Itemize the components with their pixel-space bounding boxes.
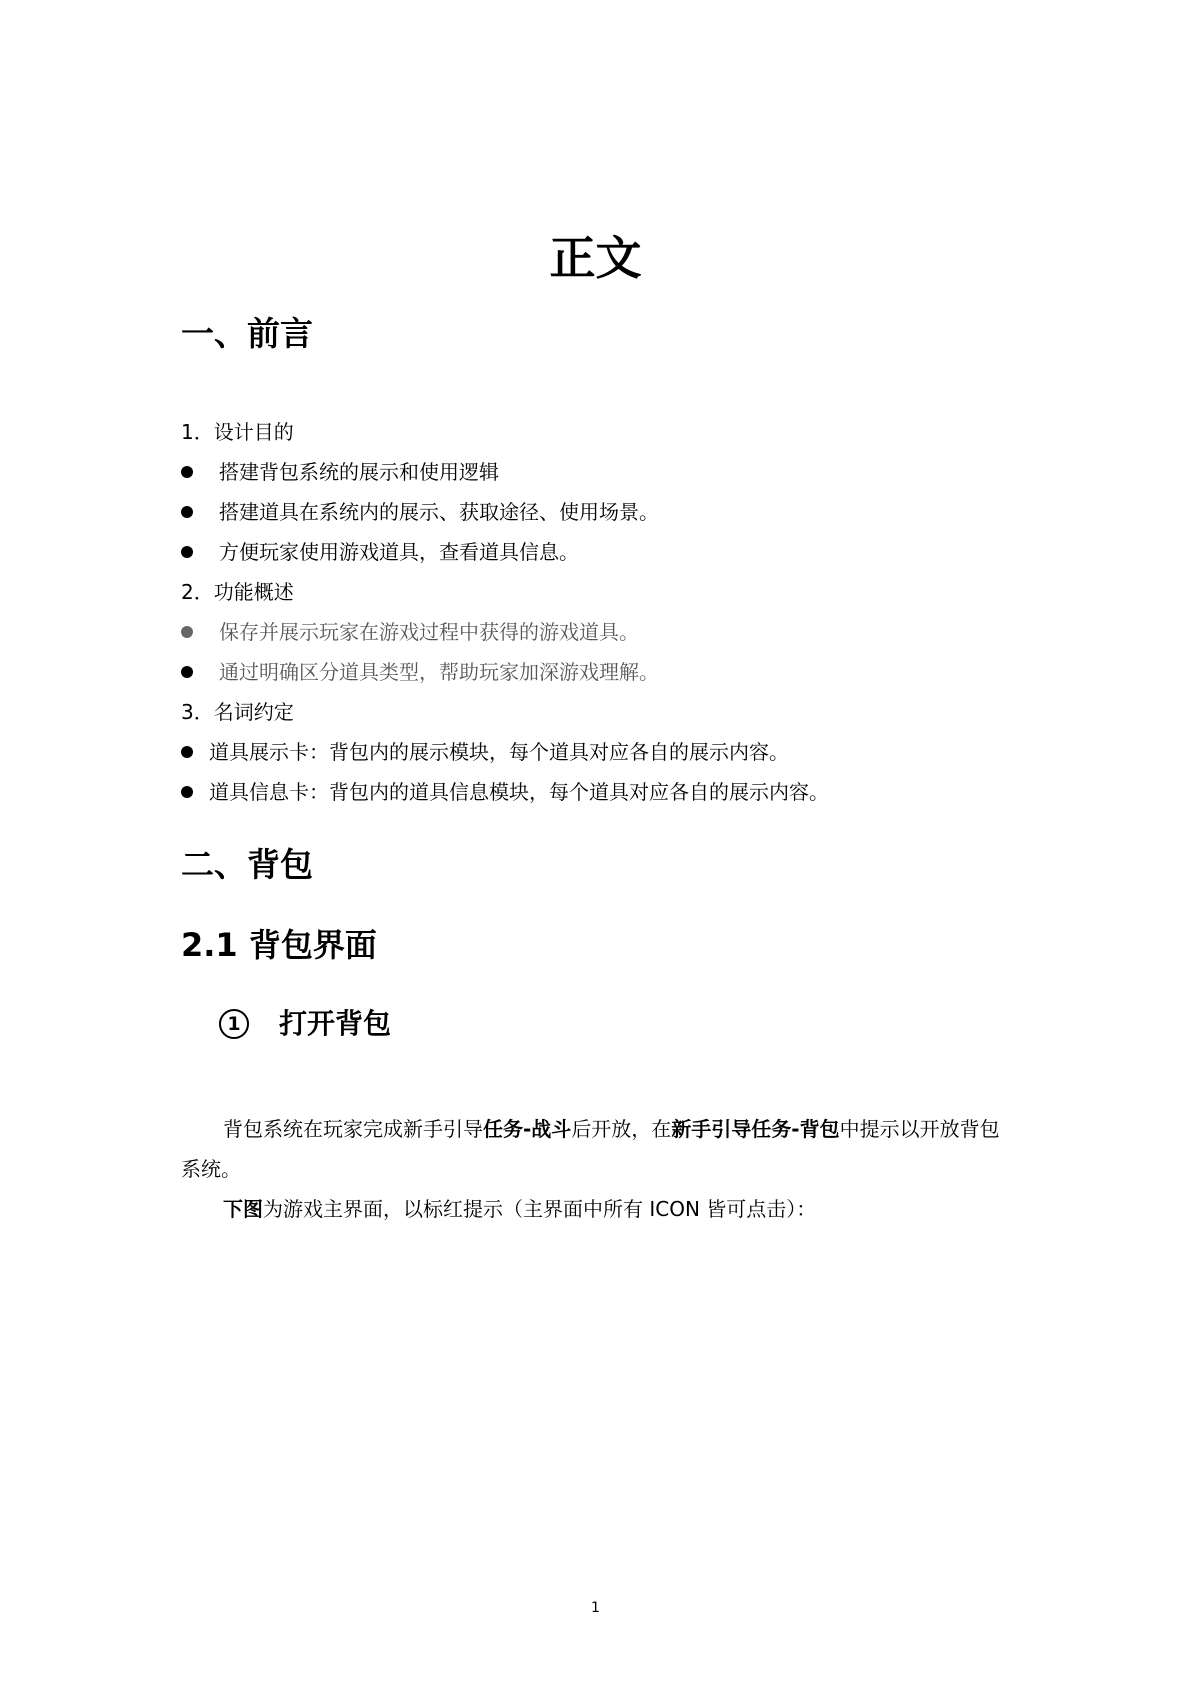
bold-text-run: 新手引导任务-背包 (671, 1117, 840, 1141)
bullet-icon (181, 466, 193, 478)
document-title: 正文 (549, 231, 642, 285)
numbered-heading-terms: 3．名词约定 (181, 700, 294, 724)
list-item-text: 搭建道具在系统内的展示、获取途径、使用场景。 (219, 500, 659, 524)
bullet-icon (181, 546, 193, 558)
bold-text-run: 下图 (223, 1197, 263, 1221)
list-item (181, 737, 789, 767)
list-item (181, 537, 579, 567)
body-paragraph-unlock (181, 1109, 1014, 1189)
list-item-text: 通过明确区分道具类型，帮助玩家加深游戏理解。 (219, 660, 659, 684)
list-item (181, 777, 829, 807)
page-number: 1 (591, 1600, 600, 1616)
list-item-text: 保存并展示玩家在游戏过程中获得的游戏道具。 (219, 620, 639, 644)
numbered-heading-design-goal: 1．设计目的 (181, 420, 294, 444)
bold-text-run: 任务-战斗 (483, 1117, 572, 1141)
list-item-text: 道具展示卡：背包内的展示模块，每个道具对应各自的展示内容。 (209, 740, 789, 764)
list-item (181, 457, 499, 487)
bullet-icon (181, 666, 193, 678)
circled-number-icon: 1 (219, 1009, 249, 1039)
list-item-text: 搭建背包系统的展示和使用逻辑 (219, 460, 499, 484)
body-paragraph-main-screen (181, 1189, 1014, 1229)
list-item (181, 617, 639, 647)
list-item (181, 657, 659, 687)
text-run: 为游戏主界面，以标红提示（主界面中所有 ICON 皆可点击）： (263, 1197, 817, 1221)
step-title: 打开背包 (279, 1007, 392, 1040)
section-heading-preface: 一、前言 (181, 314, 313, 353)
bullet-icon (181, 746, 193, 758)
list-item-text: 方便玩家使用游戏道具，查看道具信息。 (219, 540, 579, 564)
list-item (181, 497, 659, 527)
bullet-icon (181, 506, 193, 518)
numbered-heading-function-overview: 2．功能概述 (181, 580, 294, 604)
list-item-text: 道具信息卡：背包内的道具信息模块，每个道具对应各自的展示内容。 (209, 780, 829, 804)
step-heading-open-backpack (219, 1005, 391, 1043)
bullet-icon (181, 626, 193, 638)
bullet-icon (181, 786, 193, 798)
subsection-heading-backpack-ui: 2.1 背包界面 (181, 926, 377, 964)
text-run: 中提示以开放背包系统。 (181, 1117, 1000, 1181)
section-heading-backpack: 二、背包 (181, 845, 313, 884)
text-run: 后开放，在 (571, 1117, 672, 1141)
text-run: 背包系统在玩家完成新手引导 (223, 1117, 483, 1141)
